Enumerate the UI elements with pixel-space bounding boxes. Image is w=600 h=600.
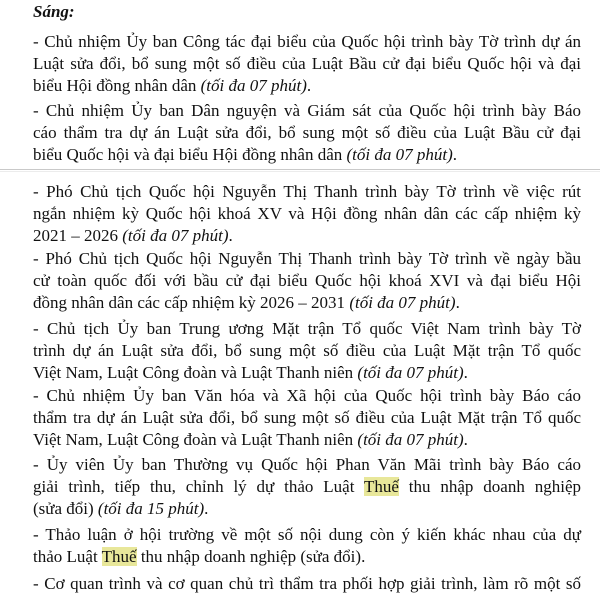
agenda-item-5 [33, 318, 581, 384]
agenda-line: cáo thẩm tra dự án Luật sửa đổi, bổ sung một số điều của Luật Bầu cử đại [33, 123, 581, 142]
agenda-item-4 [33, 248, 581, 314]
agenda-line: - Cơ quan trình và cơ quan chủ trì thẩm tra phối hợp giải trình, làm rõ một số [33, 574, 581, 593]
section-divider-shadow [0, 171, 600, 172]
agenda-line: - Chủ tịch Ủy ban Trung ương Mặt trận Tổ quốc Việt Nam trình bày Tờ [33, 319, 581, 338]
agenda-item-2 [33, 100, 581, 166]
search-highlight: Thuế [363, 477, 399, 496]
time-limit: (tối đa 07 phút) [346, 145, 453, 164]
agenda-line: - Phó Chủ tịch Quốc hội Nguyễn Thị Thanh trình bày Tờ trình về ngày bầu [33, 249, 581, 268]
agenda-line-last: đồng nhân dân các cấp nhiệm kỳ 2026 – 2031 (tối đa 07 phút). [33, 293, 460, 312]
time-limit: (tối đa 15 phút) [97, 499, 205, 518]
agenda-item-6 [33, 385, 581, 451]
agenda-line-last: Việt Nam, Luật Công đoàn và Luật Thanh niên (tối đa 07 phút). [33, 430, 468, 449]
agenda-line: ngắn nhiệm kỳ Quốc hội khoá XV và Hội đồng nhân dân các cấp nhiệm kỳ [33, 204, 581, 223]
agenda-line-last: biểu Hội đồng nhân dân (tối đa 07 phút). [33, 76, 312, 95]
agenda-line: - Chủ nhiệm Ủy ban Dân nguyện và Giám sát của Quốc hội trình bày Báo [33, 101, 581, 120]
agenda-item-8 [33, 524, 581, 568]
agenda-line: cử toàn quốc đối với bầu cử đại biểu Quốc hội khoá XVI và đại biểu Hội [33, 271, 581, 290]
time-limit: (tối đa 07 phút) [349, 293, 456, 312]
agenda-item-9 [33, 573, 581, 595]
agenda-line: - Phó Chủ tịch Quốc hội Nguyễn Thị Thanh trình bày Tờ trình về việc rút [33, 182, 581, 201]
agenda-line-last: Việt Nam, Luật Công đoàn và Luật Thanh niên (tối đa 07 phút). [33, 363, 468, 382]
time-limit: (tối đa 07 phút) [122, 226, 229, 245]
time-limit: (tối đa 07 phút) [357, 430, 464, 449]
agenda-line-last: 2021 – 2026 (tối đa 07 phút). [33, 226, 233, 245]
search-highlight: Thuế [101, 547, 137, 566]
agenda-line: - Ủy viên Ủy ban Thường vụ Quốc hội Phan Văn Mãi trình bày Báo cáo [33, 455, 581, 474]
time-limit: (tối đa 07 phút) [357, 363, 464, 382]
agenda-line-last: (sửa đổi) (tối đa 15 phút). [33, 499, 209, 518]
agenda-item-7 [33, 454, 581, 520]
agenda-line: Luật sửa đổi, bổ sung một số điều của Luật Bầu cử đại biểu Quốc hội và đại [33, 54, 581, 73]
agenda-line: giải trình, tiếp thu, chỉnh lý dự thảo Luật Thuế thu nhập doanh nghiệp [33, 477, 581, 496]
session-heading: Sáng: [33, 2, 75, 21]
agenda-line: trình dự án Luật sửa đổi, bổ sung một số điều của Luật Mặt trận Tổ quốc [33, 341, 581, 360]
agenda-item-1 [33, 31, 581, 97]
agenda-item-3 [33, 181, 581, 247]
agenda-line: - Chủ nhiệm Ủy ban Văn hóa và Xã hội của Quốc hội trình bày Báo cáo [33, 386, 581, 405]
agenda-line-last: biểu Quốc hội và đại biểu Hội đồng nhân dân (tối đa 07 phút). [33, 145, 457, 164]
agenda-line: - Chủ nhiệm Ủy ban Công tác đại biểu của Quốc hội trình bày Tờ trình dự án [33, 32, 581, 51]
section-divider [0, 169, 600, 170]
agenda-line: - Thảo luận ở hội trường về một số nội dung còn ý kiến khác nhau của dự [33, 525, 581, 544]
agenda-line-last: thảo Luật Thuế thu nhập doanh nghiệp (sửa đổi). [33, 547, 366, 566]
time-limit: (tối đa 07 phút) [200, 76, 307, 95]
agenda-line: thẩm tra dự án Luật sửa đổi, bổ sung một số điều của Luật Mặt trận Tổ quốc [33, 408, 581, 427]
